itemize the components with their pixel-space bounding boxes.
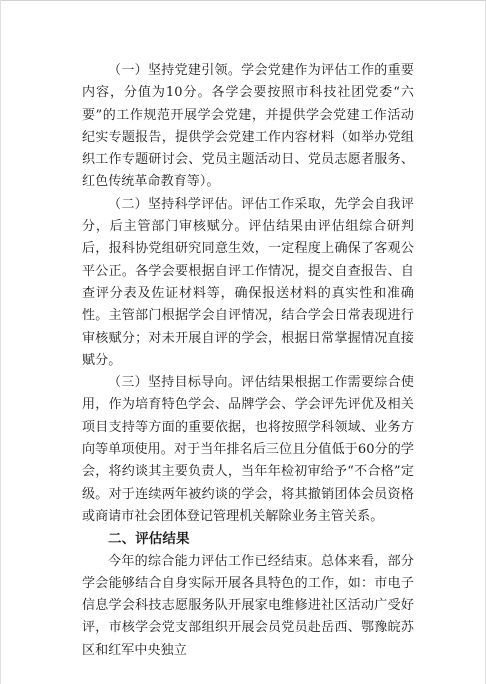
page-border-top bbox=[0, 0, 486, 1]
section-heading-results: 二、评估结果 bbox=[108, 531, 190, 548]
document-body bbox=[82, 60, 414, 662]
paragraph-results-summary: 今年的综合能力评估工作已经结束。总体来看，部分学会能够结合自身实际开展各具特色的工作，如：市电子信息学会科技志愿服务队开展家电维修进社区活动广受好评，市核学会党支部组织开展会员党员赴岳西、鄂豫皖苏区和红军中央独立 bbox=[82, 553, 414, 658]
paragraph-party-building: （一）坚持党建引领。学会党建作为评估工作的重要内容，分值为10分。各学会要按照市科技社团党委“六要”的工作规范开展学会党建，并提供学会党建工作活动纪实专题报告，提供学会党建工作内容材料（如举办党组织工作专题研讨会、党员主题活动日、党员志愿者服务、红色传统革命教育等）。 bbox=[82, 63, 414, 190]
paragraph-scientific-evaluation: （二）坚持科学评估。评估工作采取，先学会自我评分，后主管部门审核赋分。评估结果由评估组综合研判后，报科协党组研究同意生效，一定程度上确保了客观公平公正。各学会要根据自评工作情况，提交自查报告、自查评分表及佐证材料等，确保报送材料的真实性和准确性。主管部门根据学会自评情况，结合学会日常表现进行审核赋分；对未开展自评的学会，根据日常掌握情况直接赋分。 bbox=[82, 196, 414, 368]
page-border-left bbox=[0, 0, 1, 684]
paragraph-goal-orientation: （三）坚持目标导向。评估结果根据工作需要综合使用，作为培育特色学会、品牌学会、学会评先评优及相关项目支持等方面的重要依据，也将按照学科领域、业务方向等单项使用。对于当年排名后三位且分值低于60分的学会，将约谈其主要负责人，当年年检初审给予“不合格”定级。对于连续两年被约谈的学会，将其撤销团体会员资格或商请市社会团体登记管理机关解除业务主管关系。 bbox=[82, 375, 414, 524]
